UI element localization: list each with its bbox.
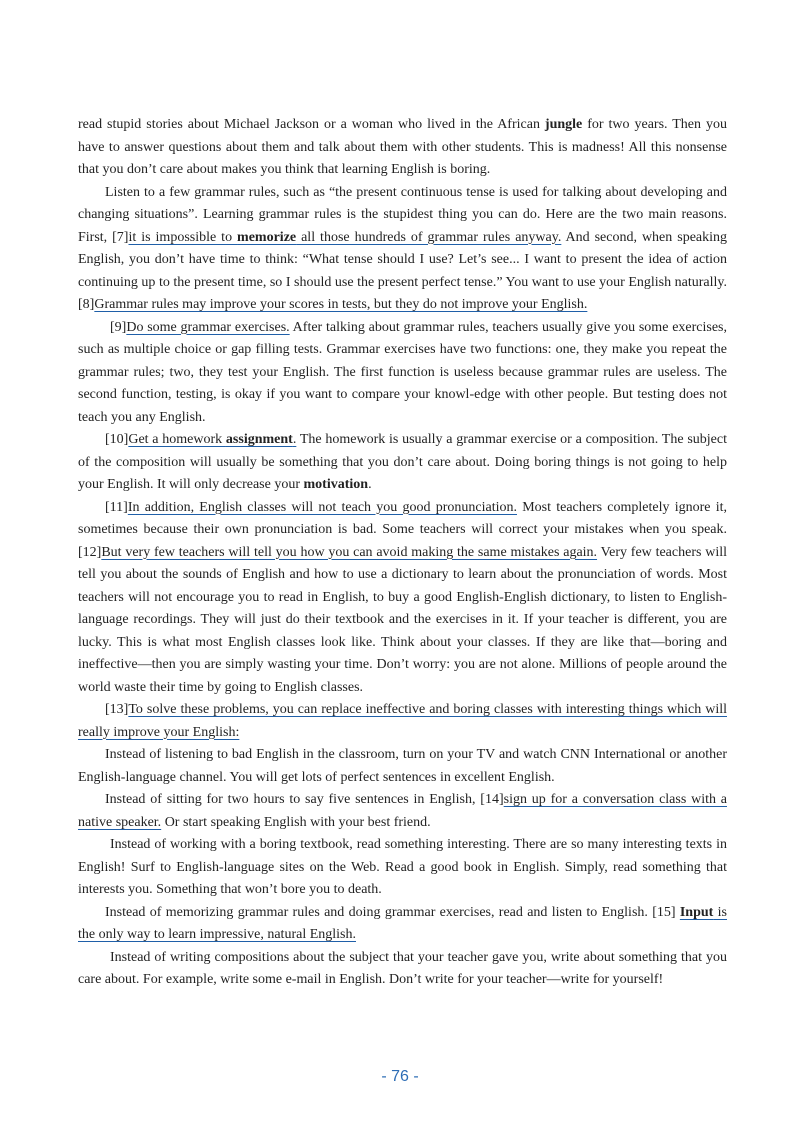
underlined-sentence-9: Do some grammar exercises. (126, 319, 290, 335)
page-number: - 76 - (381, 1068, 419, 1085)
paragraph-6: [13]To solve these problems, you can replace ineffective and boring classes with interesting things which will really improve your English: (78, 702, 727, 740)
bold-word: memorize (237, 229, 297, 245)
paragraph-11: Instead of writing compositions about the subject that your teacher gave you, write about something that you care about. For example, write some e-mail in English. Don’t write for your teacher—write for yourself! (78, 949, 727, 987)
document-body (78, 114, 727, 992)
bold-word: motivation (303, 477, 369, 492)
paragraph-8: Instead of sitting for two hours to say five sentences in English, [14]sign up for a conversation class with a native speaker. Or start speaking English with your best friend. (78, 792, 727, 830)
underlined-sentence-10: Get a homework assignment. (128, 432, 297, 447)
paragraph-4: [10]Get a homework assignment. The homework is usually a grammar exercise or a composition. The subject of the composition will usually be something that you don’t care about. Doing boring things is not going to help your English. It will only decrease your motivation. (78, 432, 727, 492)
underlined-sentence-13: To solve these problems, you can replace ineffective and boring classes with interesting things which will really improve your English: (78, 702, 727, 740)
underlined-sentence-8: Grammar rules may improve your scores in tests, but they do not improve your English. (94, 297, 588, 312)
paragraph-3: [9]Do some grammar exercises. After talking about grammar rules, teachers usually give you some exercises, such as multiple choice or gap filling tests. Grammar exercises have two functions: one, they make you repeat the grammar rules; two, they test your English. The first function is useless because grammar rules are useless. The second function, testing, is okay if you want to compare your knowl-edge with other people. But testing does not teach you any English. (78, 319, 727, 425)
underlined-sentence-15: Input is the only way to learn impressive, natural English. (78, 904, 727, 942)
bold-word: jungle (544, 117, 583, 132)
underlined-sentence-7: it is impossible to memorize all those hundreds of grammar rules anyway. (128, 229, 562, 245)
paragraph-7: Instead of listening to bad English in the classroom, turn on your TV and watch CNN International or another English-language channel. You will get lots of perfect sentences in excellent English. (78, 747, 727, 785)
paragraph-2: Listen to a few grammar rules, such as “the present continuous tense is used for talking about developing and changing situations”. Learning grammar rules is the stupidest thing you can do. Here are the two main reasons. First, [7]it is impossible to memorize all those hundreds of grammar rules anyway. And second, when speaking English, you don’t have time to think: “What tense should I use? Let’s see... I want to present the idea of action continuing up to the present time, so I should use the present perfect tense.” You want to use your English naturally. [8]Grammar rules may improve your scores in tests, but they do not improve your English. (78, 184, 728, 312)
paragraph-9: Instead of working with a boring textbook, read something interesting. There are so many interesting texts in English! Surf to English-language sites on the Web. Read a good book in English. Simply, read something that interests you. Something that won’t bore you to death. (78, 837, 727, 897)
paragraph-1: read stupid stories about Michael Jackson or a woman who lived in the African jungle for two years. Then you have to answer questions about them and talk about them with other students. This is madness! All this nonsense that you don’t care about makes you think that learning English is boring. (78, 117, 727, 177)
underlined-sentence-14: sign up for a conversation class with a native speaker. (78, 792, 727, 830)
paragraph-5: [11]In addition, English classes will not teach you good pronunciation. Most teachers completely ignore it, sometimes because their own pronunciation is bad. Some teachers will correct your mistakes when you speak. [12]But very few teachers will tell you how you can avoid making the same mistakes again. Very few teachers will tell you about the sounds of English and how to use a dictionary to learn about the pronunciation of words. Most teachers will not encourage you to read in English, to buy a good English-English dictionary, to listen to English-language recordings. They will just do their textbook and the exercises in it. If your teacher is different, you are lucky. This is what most English classes look like. Think about your classes. If they are like that—boring and ineffective—then you are simply wasting your time. Don’t worry: you are not alone. Millions of people around the world waste their time by going to English classes. (78, 499, 727, 695)
paragraph-10: Instead of memorizing grammar rules and doing grammar exercises, read and listen to English. [15] Input is the only way to learn impressive, natural English. (78, 904, 727, 942)
underlined-sentence-12: But very few teachers will tell you how you can avoid making the same mistakes again. (101, 544, 598, 560)
bold-word: Input (679, 904, 714, 920)
underlined-sentence-11: In addition, English classes will not teach you good pronunciation. (127, 499, 517, 515)
bold-word: assignment (225, 432, 293, 447)
